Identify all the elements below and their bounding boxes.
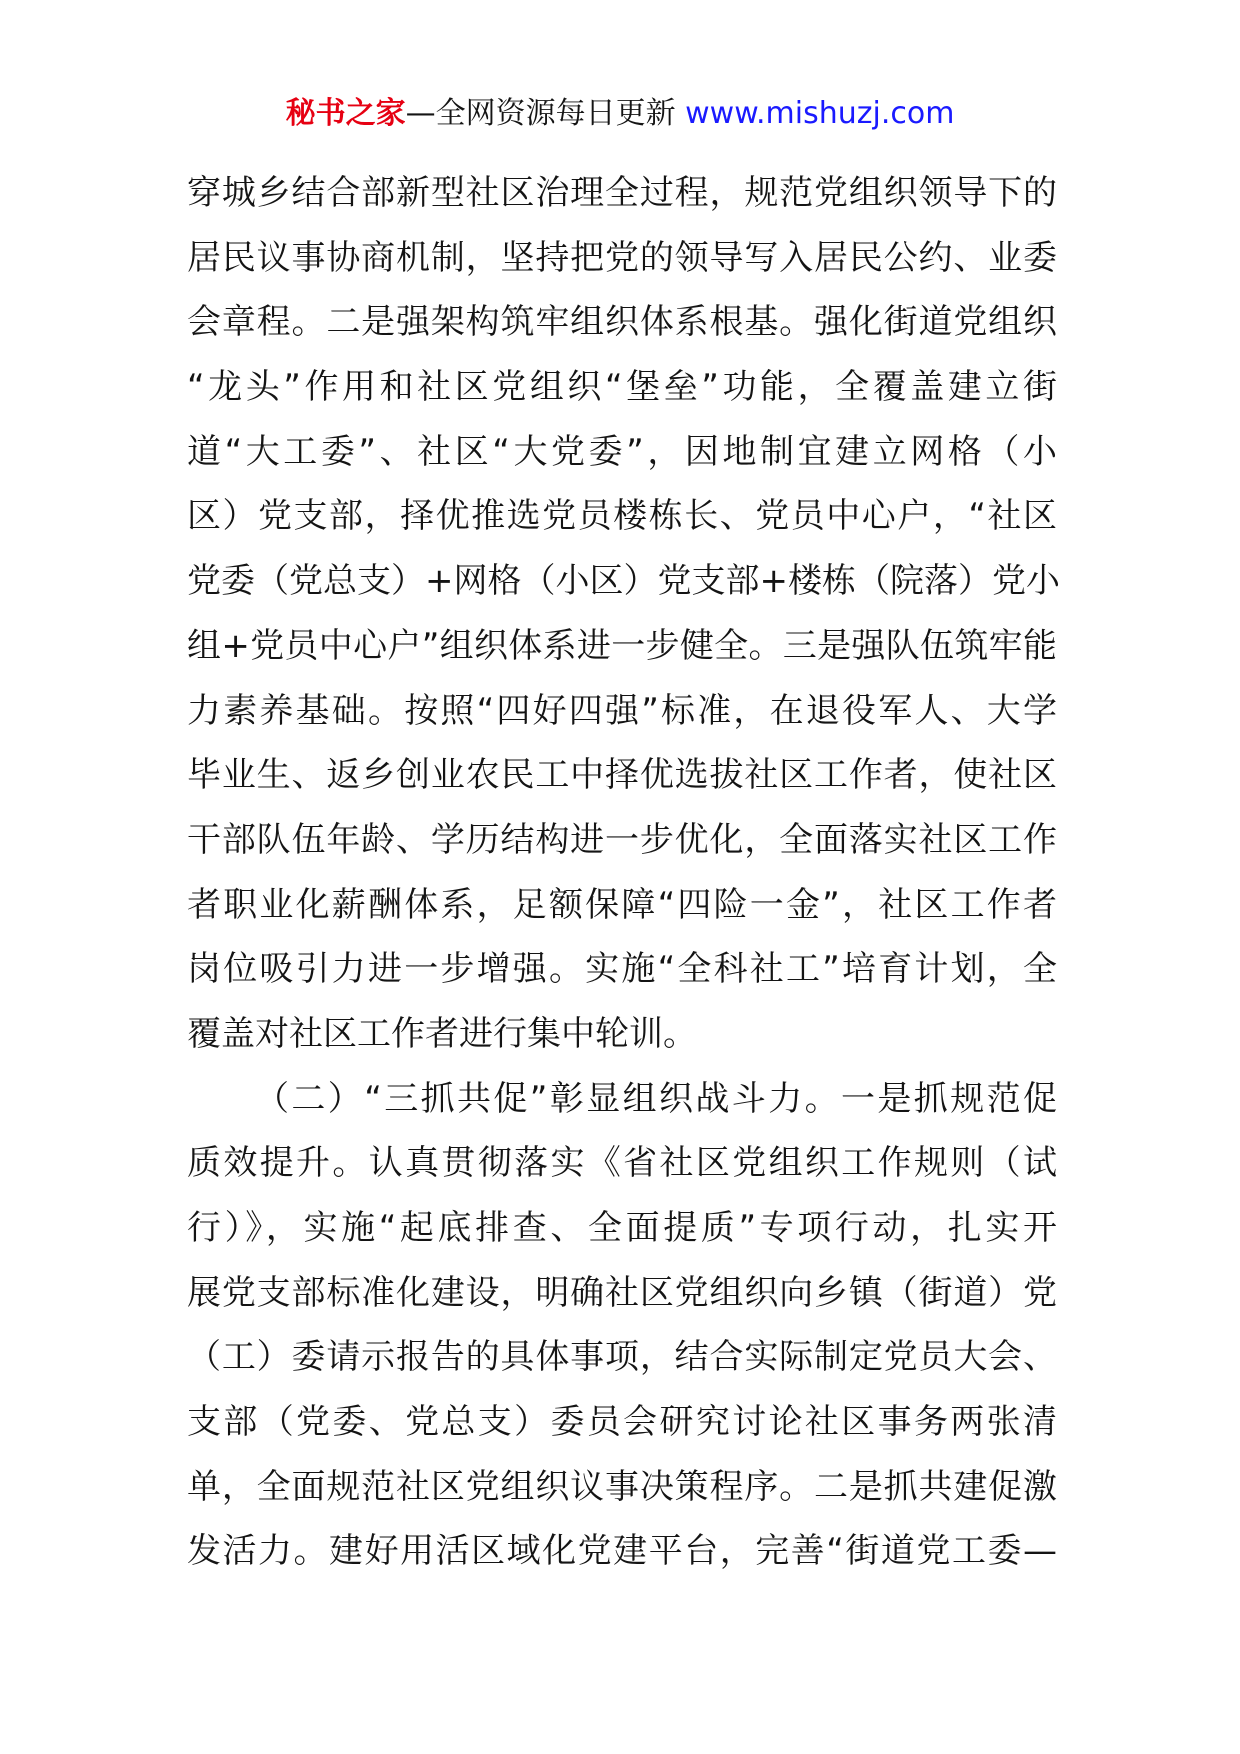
text-line: 展党支部标准化建设，明确社区党组织向乡镇（街道）党 bbox=[187, 1272, 1057, 1313]
site-tagline: —全网资源每日更新 bbox=[405, 96, 676, 131]
text-line: 者职业化薪酬体系，足额保障“四险一金”，社区工作者 bbox=[187, 884, 1057, 925]
paragraph-end-line: 覆盖对社区工作者进行集中轮训。 bbox=[187, 1013, 697, 1054]
text-line: 区）党支部，择优推选党员楼栋长、党员中心户，“社区 bbox=[187, 496, 1057, 537]
text-line: 质效提升。认真贯彻落实《省社区党组织工作规则（试 bbox=[187, 1143, 1057, 1184]
text-line: 发活力。建好用活区域化党建平台，完善“街道党工委— bbox=[187, 1531, 1057, 1572]
text-line: 会章程。二是强架构筑牢组织体系根基。强化街道党组织 bbox=[187, 302, 1057, 343]
text-line: 党委（党总支）+网格（小区）党支部+楼栋（院落）党小 bbox=[187, 561, 1060, 602]
document-body bbox=[187, 161, 1060, 1584]
text-line: 穿城乡结合部新型社区治理全过程，规范党组织领导下的 bbox=[187, 173, 1057, 213]
section-heading-line: （二）“三抓共促”彰显组织战斗力。一是抓规范促 bbox=[255, 1078, 1057, 1119]
text-line: 单，全面规范社区党组织议事决策程序。二是抓共建促激 bbox=[187, 1466, 1057, 1507]
text-line: “龙头”作用和社区党组织“堡垒”功能，全覆盖建立街 bbox=[187, 367, 1057, 408]
site-header bbox=[0, 92, 1240, 136]
text-line: 组+党员中心户”组织体系进一步健全。三是强队伍筑牢能 bbox=[187, 625, 1057, 666]
site-url-link[interactable]: www.mishuzj.com bbox=[685, 96, 955, 131]
text-line: 干部队伍年龄、学历结构进一步优化，全面落实社区工作 bbox=[187, 819, 1057, 860]
text-line: 毕业生、返乡创业农民工中择优选拔社区工作者，使社区 bbox=[187, 755, 1057, 796]
text-line: 力素养基础。按照“四好四强”标准，在退役军人、大学 bbox=[187, 690, 1057, 731]
text-line: 支部（党委、党总支）委员会研究讨论社区事务两张清 bbox=[187, 1402, 1057, 1443]
text-line: 行）》，实施“起底排查、全面提质”专项行动，扎实开 bbox=[187, 1208, 1057, 1248]
site-brand: 秘书之家 bbox=[285, 96, 406, 131]
text-line: 岗位吸引力进一步增强。实施“全科社工”培育计划，全 bbox=[187, 949, 1057, 990]
text-line: 居民议事协商机制，坚持把党的领导写入居民公约、业委 bbox=[187, 237, 1057, 278]
text-line: （工）委请示报告的具体事项，结合实际制定党员大会、 bbox=[187, 1337, 1057, 1378]
text-line: 道“大工委”、社区“大党委”，因地制宜建立网格（小 bbox=[187, 431, 1057, 472]
